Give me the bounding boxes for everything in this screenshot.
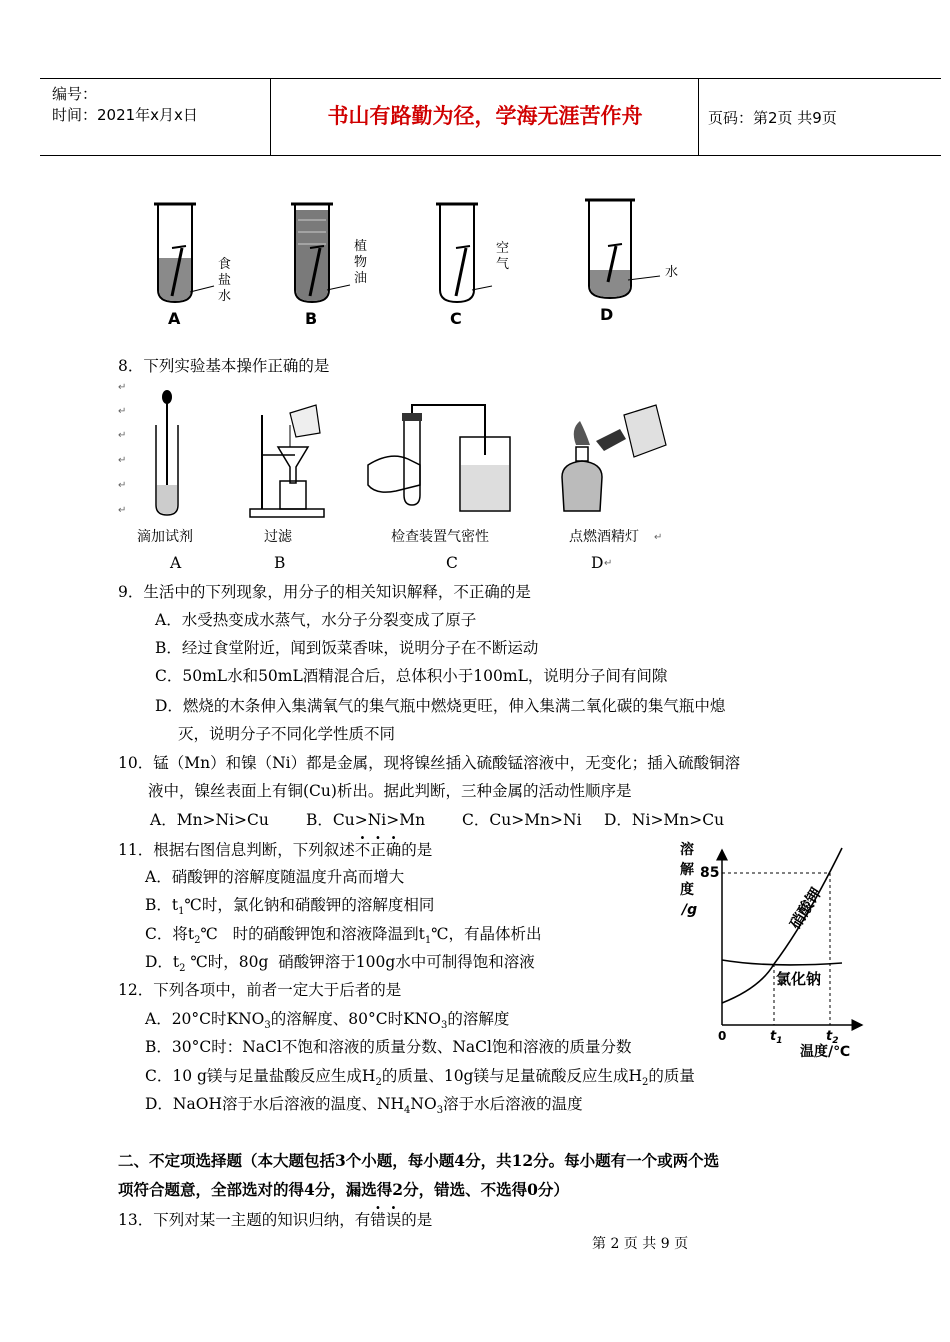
q8-letter-c: C <box>446 554 458 572</box>
return-mark: ↵ <box>118 505 127 516</box>
dropper-illustration <box>156 390 178 515</box>
q12-c-s2: 2 <box>642 1077 649 1089</box>
tube-a-letter: A <box>168 309 181 328</box>
tube-c-label-1: 空 <box>496 241 510 256</box>
q12-a-2: 的溶解度、80°C时KNO <box>270 1010 441 1028</box>
chart-origin: 0 <box>718 1029 727 1043</box>
tube-d <box>585 200 678 324</box>
tube-b-label-3: 油 <box>354 271 368 286</box>
q11-option-b-pre: B．t <box>145 896 179 914</box>
q12-d-2: NO <box>410 1095 437 1113</box>
q9-option-d: D．燃烧的木条伸入集满氧气的集气瓶中燃烧更旺，伸入集满二氧化碳的集气瓶中熄 <box>155 697 726 715</box>
header-divider-right <box>698 78 699 155</box>
footer-page-number: 第 2 页 共 9 页 <box>592 1236 689 1252</box>
q8-caption-d: 点燃酒精灯 <box>569 529 639 545</box>
lab-operations-figure <box>130 385 690 525</box>
q11-option-c <box>145 924 542 951</box>
q13-emph-1: 错 <box>370 1211 386 1229</box>
q11-option-b <box>145 895 434 922</box>
chart-ylabel-4: /g <box>682 902 698 918</box>
q12-a-s1: 3 <box>264 1020 271 1032</box>
q11-option-c-sub: 2 <box>194 935 201 947</box>
chart-ylabel-3: 度 <box>680 882 694 898</box>
q11-option-c-pre: C．将t <box>145 925 195 943</box>
q11-stem-post: 的是 <box>401 841 433 859</box>
q11-option-a: A．硝酸钾的溶解度随温度升高而增大 <box>145 868 405 886</box>
q11-option-c-sub2: 1 <box>424 935 432 947</box>
q11-option-c-post: ℃，有晶体析出 <box>431 925 542 943</box>
q12-a-s2: 3 <box>440 1020 448 1032</box>
q11-emph-2: 正 <box>370 841 386 859</box>
nacl-curve <box>722 960 842 965</box>
q9-option-a: A．水受热变成水蒸气，水分子分裂变成了原子 <box>155 611 477 629</box>
q10-option-d: D．Ni>Mn>Cu <box>604 811 725 829</box>
q12-option-d <box>145 1094 583 1121</box>
q12-stem: 12．下列各项中，前者一定大于后者的是 <box>118 981 402 999</box>
chart-t2-label: $t_2$ <box>826 1029 839 1046</box>
tube-a-label-3: 水 <box>218 289 232 304</box>
q8-caption-c: 检查装置气密性 <box>391 529 489 545</box>
q12-option-c <box>145 1066 695 1093</box>
alcohol-lamp-illustration <box>562 405 666 511</box>
q11-option-d <box>145 952 535 979</box>
q11-emph-3: 确 <box>385 841 402 859</box>
return-mark: ↵ <box>118 382 127 393</box>
tube-b-letter: B <box>305 309 318 328</box>
q8-caption-a: 滴加试剂 <box>137 529 193 545</box>
chart-t1-label: $t_1$ <box>770 1029 783 1046</box>
section2-line1: 二、不定项选择题（本大题包括3个小题，每小题4分，共12分。每小题有一个或两个选 <box>118 1151 720 1170</box>
q12-a-1: A．20°C时KNO <box>145 1010 265 1028</box>
q12-d-s2: 3 <box>436 1105 444 1117</box>
q11-option-d-pre: D．t <box>145 953 180 971</box>
test-tubes-figure <box>140 190 700 330</box>
q11-stem-pre: 11．根据右图信息判断，下列叙述 <box>118 841 355 859</box>
q13-emph-2: 误 <box>385 1211 402 1229</box>
chart-xlabel: 温度/℃ <box>800 1044 851 1060</box>
header-divider-left <box>270 78 271 155</box>
header-meta <box>52 84 198 126</box>
q8-stem: 8．下列实验基本操作正确的是 <box>118 357 330 375</box>
nacl-label: 氯化钠 <box>776 970 822 988</box>
q11-stem <box>118 840 432 860</box>
q12-c-s1: 2 <box>375 1077 382 1089</box>
tube-a <box>154 204 231 328</box>
q8-caption-b: 过滤 <box>264 529 292 545</box>
q13-stem-post: 的是 <box>401 1211 433 1229</box>
q10-option-b: B．Cu>Ni>Mn <box>306 811 426 829</box>
q12-c-1: C．10 g镁与足量盐酸反应生成H <box>145 1067 376 1085</box>
q11-option-c-mid: ℃ 时的硝酸钾饱和溶液降温到t <box>200 925 425 943</box>
q11-option-d-sub: 2 <box>179 963 186 975</box>
q9-stem: 9．生活中的下列现象，用分子的相关知识解释，不正确的是 <box>118 583 531 601</box>
q12-d-3: 溶于水后溶液的温度 <box>443 1095 583 1113</box>
header-motto: 书山有路勤为径，学海无涯苦作舟 <box>327 104 643 128</box>
q12-option-b: B．30°C时：NaCl不饱和溶液的质量分数、NaCl饱和溶液的质量分数 <box>145 1038 632 1056</box>
tube-b <box>291 204 367 328</box>
kno3-label: 硝酸钾 <box>786 884 826 933</box>
return-mark: ↵ <box>118 406 127 417</box>
tube-a-label-2: 盐 <box>218 273 232 288</box>
q9-option-d-cont: 灭，说明分子不同化学性质不同 <box>178 725 396 743</box>
header-number-label: 编号： <box>52 85 98 103</box>
q12-c-2: 的质量、10g镁与足量硫酸反应生成H <box>381 1067 642 1085</box>
filtration-illustration <box>250 405 324 517</box>
tube-a-label-1: 食 <box>218 257 232 272</box>
tube-c-label-2: 气 <box>496 257 510 272</box>
section2-line2: 项符合题意，全部选对的得4分，漏选得2分，错选、不选得0分） <box>118 1180 569 1199</box>
q10-stem-line1: 10．锰（Mn）和镍（Ni）都是金属，现将镍丝插入硫酸锰溶液中，无变化；插入硫酸铜溶 <box>118 754 741 772</box>
header-page-info: 页码：第2页 共9页 <box>708 109 837 127</box>
tube-b-label-2: 物 <box>354 255 368 270</box>
chart-ytick-85: 85 <box>700 865 720 881</box>
q12-c-3: 的质量 <box>648 1067 695 1085</box>
header-top-rule <box>40 78 941 79</box>
tube-c <box>436 204 509 328</box>
q12-d-s1: 4 <box>404 1105 411 1117</box>
q8-letter-a: A <box>170 554 182 572</box>
q10-option-a: A．Mn>Ni>Cu <box>150 811 269 829</box>
chart-ylabel-1: 溶 <box>680 842 694 858</box>
solubility-chart <box>670 838 870 1063</box>
q10-stem-line2: 液中，镍丝表面上有铜(Cu)析出。据此判断，三种金属的活动性顺序是 <box>148 782 632 800</box>
return-mark: ↵ <box>604 558 613 569</box>
q9-option-b: B．经过食堂附近，闻到饭菜香味，说明分子在不断运动 <box>155 639 539 657</box>
q11-option-b-post: ℃时，氯化钠和硝酸钾的溶解度相同 <box>184 896 435 914</box>
q12-a-3: 的溶解度 <box>447 1010 510 1028</box>
return-mark: ↵ <box>118 430 127 441</box>
tube-c-letter: C <box>450 309 462 328</box>
tube-b-label-1: 植 <box>354 239 368 254</box>
return-mark: ↵ <box>118 480 127 491</box>
q11-option-b-sub: 1 <box>178 906 185 918</box>
q13-stem <box>118 1210 432 1230</box>
q12-option-a <box>145 1009 509 1036</box>
tube-d-letter: D <box>600 305 614 324</box>
q13-stem-pre: 13．下列对某一主题的知识归纳，有 <box>118 1211 371 1229</box>
return-mark: ↵ <box>118 455 127 466</box>
header-bottom-rule <box>40 155 941 156</box>
q11-option-d-post: ℃时，80g 硝酸钾溶于100g水中可制得饱和溶液 <box>185 953 535 971</box>
q10-option-c: C．Cu>Mn>Ni <box>462 811 582 829</box>
header-time-label: 时间：2021年x月x日 <box>52 106 198 124</box>
q8-letter-b: B <box>274 554 286 572</box>
q12-d-1: D．NaOH溶于水后溶液的温度、NH <box>145 1095 405 1113</box>
q11-emph-1: 不 <box>354 841 371 859</box>
return-mark: ↵ <box>654 532 663 543</box>
chart-ylabel-2: 解 <box>680 862 694 878</box>
q8-letter-d: D <box>591 554 604 572</box>
q9-option-c: C．50mL水和50mL酒精混合后，总体积小于100mL，说明分子间有间隙 <box>155 667 668 685</box>
airtightness-illustration <box>368 405 510 511</box>
tube-d-label: 水 <box>665 265 679 280</box>
